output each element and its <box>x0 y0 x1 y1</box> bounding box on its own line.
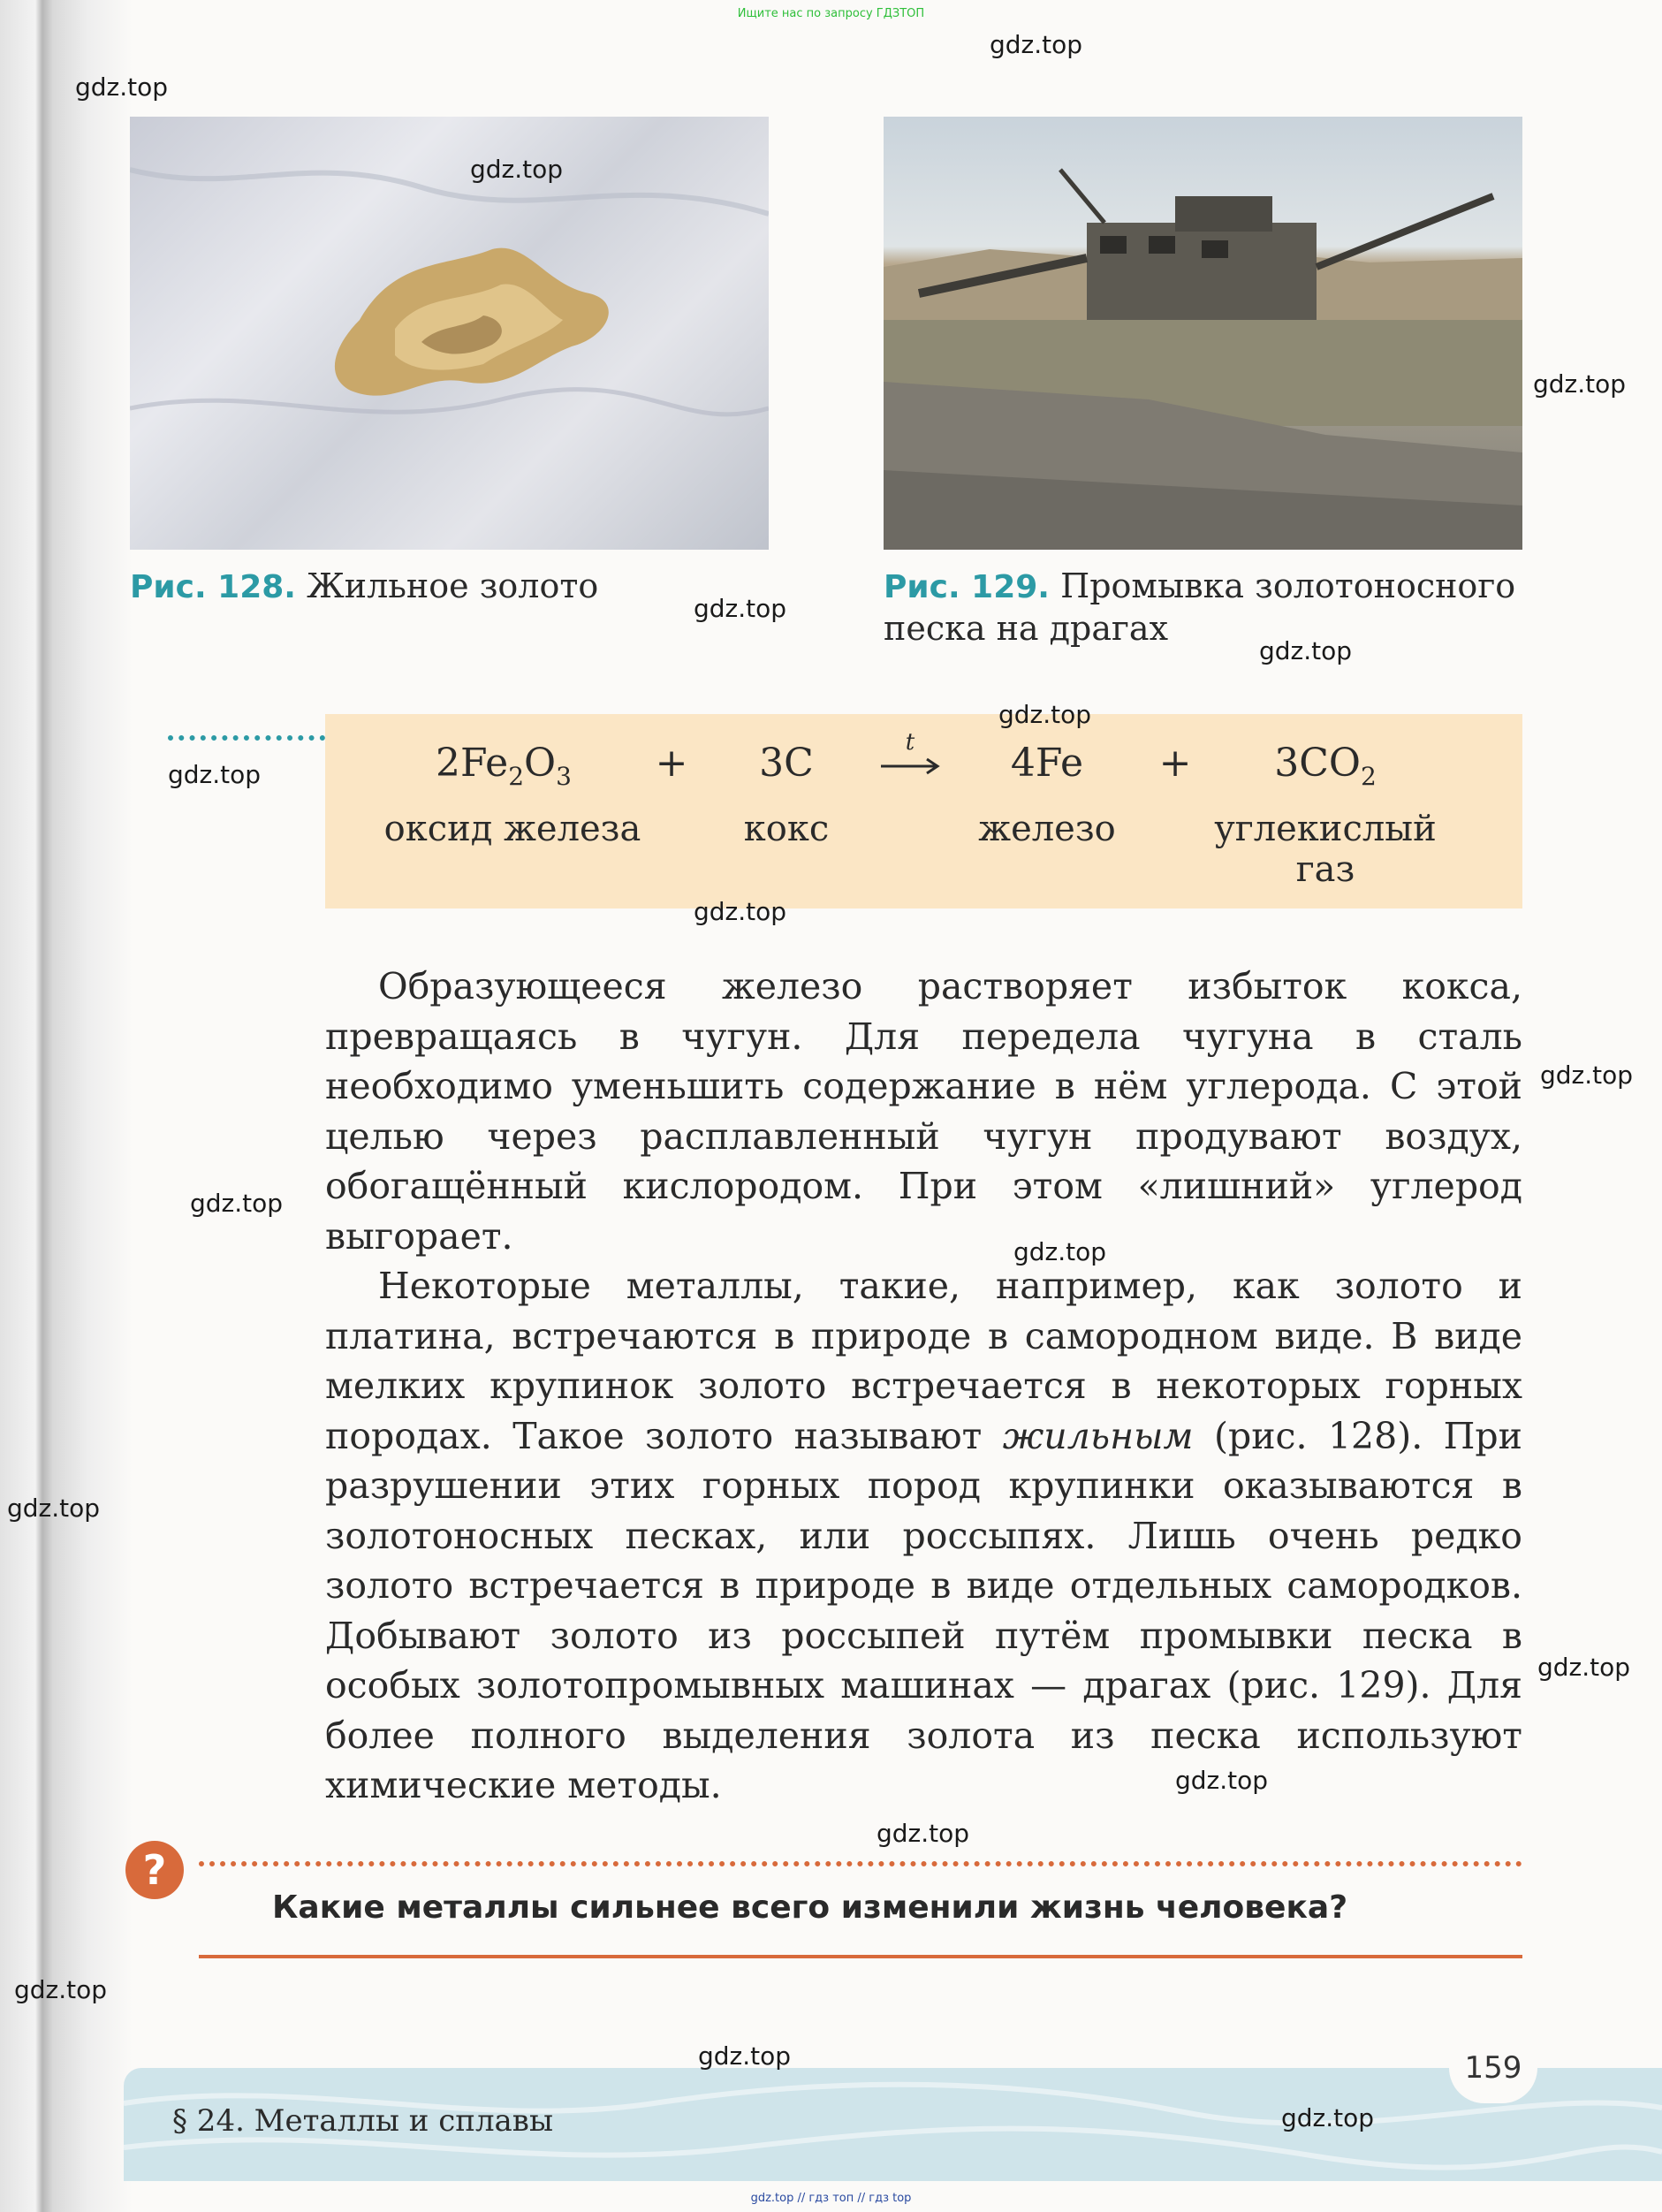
label-carbon-dioxide <box>1202 809 1449 890</box>
figure-129-text-line1: Промывка золотоносного <box>1060 566 1516 605</box>
watermark: gdz.top <box>998 700 1092 729</box>
figure-128-caption <box>130 566 598 608</box>
page-binding-shadow <box>0 0 133 2212</box>
label-coke: кокс <box>743 809 830 849</box>
reactant-1-symbol: 2Fe <box>436 741 509 786</box>
page-number: 159 <box>1449 2033 1537 2103</box>
section-title: § 24. Металлы и сплавы <box>172 2103 554 2139</box>
watermark: gdz.top <box>990 30 1083 59</box>
question-underline <box>199 1955 1522 1958</box>
label-iron: железо <box>978 809 1116 849</box>
figure-128-number: Рис. 128. <box>130 569 296 605</box>
figure-129-text-line2: песка на драгах <box>884 609 1169 648</box>
product-2-subscript: 2 <box>1360 761 1377 791</box>
reactant-1-subscript-1: 2 <box>508 761 525 791</box>
product-iron: 4Fe <box>1010 741 1084 786</box>
watermark: gdz.top <box>168 760 262 789</box>
label-iron-oxide: оксид железа <box>383 809 641 849</box>
top-watermark-banner: Ищите нас по запросу ГДЗТОП <box>737 7 925 20</box>
plus-sign-2: + <box>1158 741 1192 786</box>
bottom-watermark-banner: gdz.top // гдз топ // гдз top <box>750 2192 912 2205</box>
gold-vein-illustration <box>130 117 769 550</box>
term-vein-gold: жильным <box>1002 1414 1194 1457</box>
watermark: gdz.top <box>1175 1766 1269 1795</box>
gold-vein-photo <box>130 117 769 550</box>
reaction-condition: t <box>905 729 915 756</box>
reactant-1-oxygen: O <box>524 741 557 786</box>
reactant-iron-oxide <box>415 741 592 791</box>
watermark: gdz.top <box>470 155 564 184</box>
question-icon: ? <box>125 1841 184 1899</box>
formula-dotted-rule <box>168 735 325 741</box>
reactant-coke: 3C <box>759 741 814 786</box>
paragraph-native-gold-part1: Некоторые металлы, такие, например, как золото и платина, встречаются в природе в самородном виде. В виде мелких крупинок золото встречается в некоторых горных породах. Такое золото называют <box>325 1265 1522 1457</box>
figure-129-caption <box>884 566 1515 649</box>
question-dotted-rule <box>199 1861 1522 1866</box>
paragraph-native-gold-part2: (рис. 128). При разрушении этих горных пород крупинки оказываются в золотоносных песках, или россыпях. Лишь очень редко золото встречается в природе в виде отдельных самородков. Добывают золото из россыпей путём промывки песка в особых золотопромывных машинах — драгах (рис. 129). Для более полного выделения золота из песка используют химические методы. <box>325 1414 1522 1806</box>
paragraph-iron-to-steel: Образующееся железо растворяет избыток кокса, превращаясь в чугун. Для передела чугуна в сталь необходимо уменьшить содержание в нём углерода. С этой целью через расплавленный чугун продувают воздух, обогащённый кислородом. При этом «лишний» углерод выгорает. <box>325 965 1522 1258</box>
label-carbon-dioxide-line2: газ <box>1295 849 1355 890</box>
plus-sign-1: + <box>655 741 688 786</box>
watermark: gdz.top <box>694 594 787 623</box>
watermark: gdz.top <box>1533 369 1627 399</box>
watermark: gdz.top <box>14 1975 108 2004</box>
watermark: gdz.top <box>1537 1653 1631 1682</box>
review-question: Какие металлы сильнее всего изменили жизнь человека? <box>272 1889 1348 1926</box>
watermark: gdz.top <box>1259 636 1353 665</box>
watermark: gdz.top <box>75 72 169 102</box>
watermark: gdz.top <box>1281 2103 1375 2132</box>
figure-128-text: Жильное золото <box>307 566 599 605</box>
gold-dredge-photo <box>884 117 1522 550</box>
paragraph-native-gold <box>325 1261 1522 1811</box>
label-carbon-dioxide-line1: углекислый <box>1214 809 1437 849</box>
dredge-illustration <box>884 117 1522 550</box>
reactant-1-subscript-2: 3 <box>556 761 572 791</box>
product-carbon-dioxide <box>1237 741 1414 791</box>
watermark: gdz.top <box>190 1189 284 1218</box>
watermark: gdz.top <box>698 2041 792 2071</box>
watermark: gdz.top <box>7 1494 101 1523</box>
watermark: gdz.top <box>877 1819 970 1848</box>
figure-129-number: Рис. 129. <box>884 569 1050 605</box>
watermark: gdz.top <box>1013 1237 1107 1266</box>
product-2-symbol: 3CO <box>1274 741 1361 786</box>
watermark: gdz.top <box>1540 1060 1634 1090</box>
main-body-text <box>325 962 1522 1811</box>
reaction-arrow-icon <box>879 756 941 777</box>
watermark: gdz.top <box>694 897 787 926</box>
